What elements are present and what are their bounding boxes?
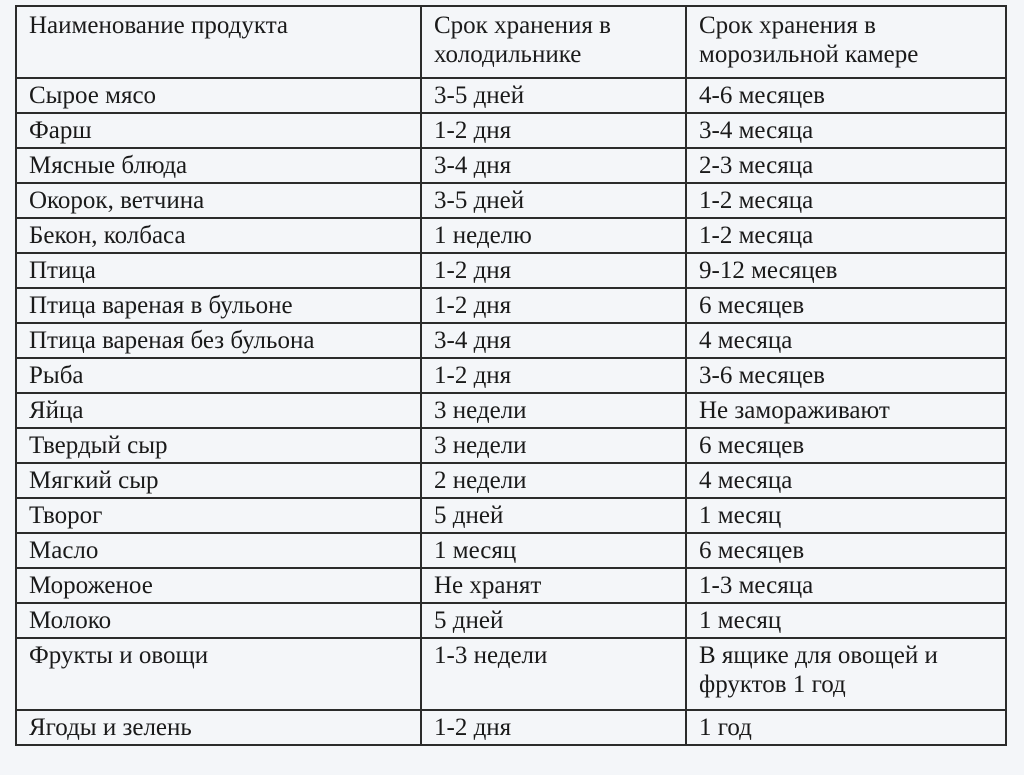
table-row [16, 463, 1006, 498]
product-cell: Ягоды и зелень [16, 710, 421, 745]
freezer-cell: 1 год [686, 710, 1006, 745]
freezer-cell: 2-3 месяца [686, 148, 1006, 183]
freezer-cell: 4 месяца [686, 463, 1006, 498]
freezer-cell: 1 месяц [686, 603, 1006, 638]
table-row [16, 603, 1006, 638]
fridge-cell: 1-2 дня [421, 358, 686, 393]
product-cell: Рыба [16, 358, 421, 393]
fridge-cell: Не хранят [421, 568, 686, 603]
freezer-cell: 3-4 месяца [686, 113, 1006, 148]
fridge-cell: 1 месяц [421, 533, 686, 568]
header-row [16, 6, 1006, 78]
fridge-cell: 2 недели [421, 463, 686, 498]
freezer-cell: 1 месяц [686, 498, 1006, 533]
product-cell: Птица вареная без бульона [16, 323, 421, 358]
fridge-cell: 1-2 дня [421, 710, 686, 745]
freezer-cell: 6 месяцев [686, 428, 1006, 463]
freezer-cell: 1-2 месяца [686, 183, 1006, 218]
table-row [16, 323, 1006, 358]
freezer-cell: 1-3 месяца [686, 568, 1006, 603]
product-cell: Бекон, колбаса [16, 218, 421, 253]
table-row [16, 498, 1006, 533]
freezer-cell: 9-12 месяцев [686, 253, 1006, 288]
fridge-cell: 3-5 дней [421, 183, 686, 218]
table-row [16, 253, 1006, 288]
table-row [16, 78, 1006, 113]
product-cell: Яйца [16, 393, 421, 428]
product-cell: Молоко [16, 603, 421, 638]
fridge-cell: 5 дней [421, 603, 686, 638]
freezer-cell: 1-2 месяца [686, 218, 1006, 253]
freezer-cell: 4 месяца [686, 323, 1006, 358]
freezer-cell: В ящике для овощей и фруктов 1 год [686, 638, 1006, 710]
product-cell: Фрукты и овощи [16, 638, 421, 710]
fridge-cell: 3 недели [421, 428, 686, 463]
product-cell: Окорок, ветчина [16, 183, 421, 218]
table-row [16, 148, 1006, 183]
table-row [16, 533, 1006, 568]
storage-table [15, 5, 1007, 746]
freezer-cell: 6 месяцев [686, 533, 1006, 568]
table-row [16, 710, 1006, 745]
product-cell: Мягкий сыр [16, 463, 421, 498]
freezer-cell: Не замораживают [686, 393, 1006, 428]
fridge-cell: 3-5 дней [421, 78, 686, 113]
fridge-cell: 1-2 дня [421, 253, 686, 288]
product-cell: Творог [16, 498, 421, 533]
fridge-cell: 1-3 недели [421, 638, 686, 710]
product-cell: Масло [16, 533, 421, 568]
fridge-cell: 1-2 дня [421, 288, 686, 323]
table-row [16, 638, 1006, 710]
header-freezer: Срок хранения в морозильной камере [686, 6, 1006, 78]
table-row [16, 428, 1006, 463]
product-cell: Сырое мясо [16, 78, 421, 113]
product-cell: Мясные блюда [16, 148, 421, 183]
table-row [16, 358, 1006, 393]
freezer-cell: 6 месяцев [686, 288, 1006, 323]
header-product: Наименование продукта [16, 6, 421, 78]
product-cell: Твердый сыр [16, 428, 421, 463]
fridge-cell: 3 недели [421, 393, 686, 428]
fridge-cell: 3-4 дня [421, 323, 686, 358]
product-cell: Мороженое [16, 568, 421, 603]
table-row [16, 113, 1006, 148]
table-row [16, 393, 1006, 428]
freezer-cell: 3-6 месяцев [686, 358, 1006, 393]
product-cell: Птица [16, 253, 421, 288]
fridge-cell: 5 дней [421, 498, 686, 533]
freezer-cell: 4-6 месяцев [686, 78, 1006, 113]
table-row [16, 568, 1006, 603]
table-row [16, 218, 1006, 253]
table-row [16, 183, 1006, 218]
table-row [16, 288, 1006, 323]
header-fridge: Срок хранения в холодильнике [421, 6, 686, 78]
table-body [16, 78, 1006, 745]
table-header [16, 6, 1006, 78]
fridge-cell: 1-2 дня [421, 113, 686, 148]
fridge-cell: 1 неделю [421, 218, 686, 253]
product-cell: Птица вареная в бульоне [16, 288, 421, 323]
fridge-cell: 3-4 дня [421, 148, 686, 183]
product-cell: Фарш [16, 113, 421, 148]
